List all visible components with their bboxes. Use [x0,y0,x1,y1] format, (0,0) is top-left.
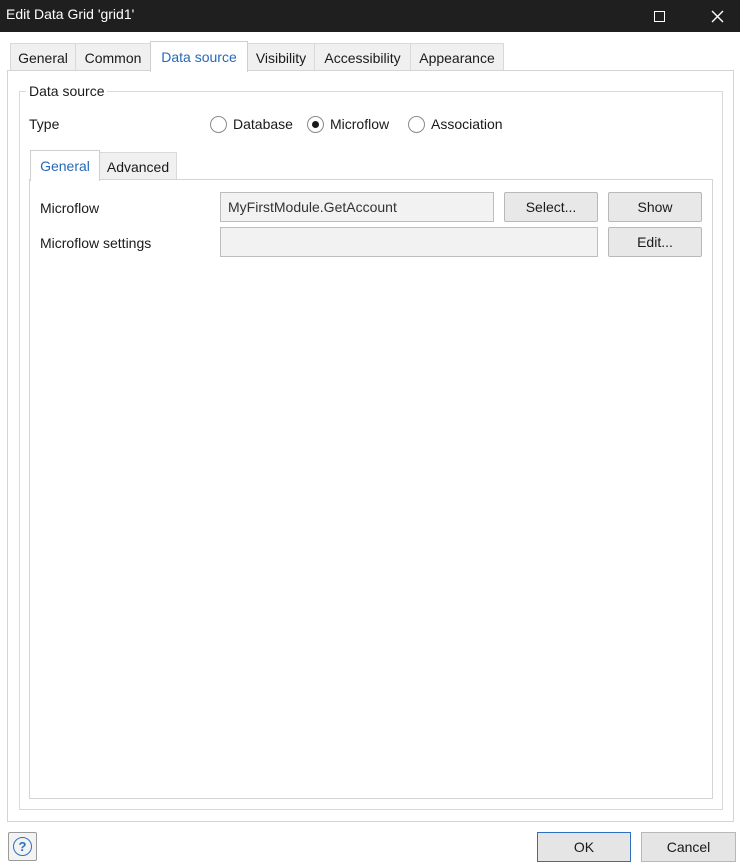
ok-button[interactable]: OK [537,832,631,862]
tab-visibility[interactable]: Visibility [247,43,315,71]
radio-microflow[interactable]: Microflow [307,114,389,134]
close-icon [711,10,724,23]
inner-tab-advanced[interactable]: Advanced [99,152,177,180]
radio-selected-icon [307,116,324,133]
tab-accessibility[interactable]: Accessibility [314,43,411,71]
microflow-label: Microflow [40,200,100,216]
tab-appearance[interactable]: Appearance [410,43,504,71]
radio-database[interactable]: Database [210,114,293,134]
microflow-settings-field[interactable] [220,227,598,257]
radio-circle-icon [408,116,425,133]
tab-general[interactable]: General [10,43,76,71]
tab-common[interactable]: Common [75,43,151,71]
close-button[interactable] [694,0,740,32]
radio-circle-icon [210,116,227,133]
cancel-button[interactable]: Cancel [641,832,736,862]
microflow-settings-label: Microflow settings [40,235,152,251]
maximize-button[interactable] [636,0,682,32]
help-icon: ? [13,837,32,856]
select-microflow-button[interactable]: Select... [504,192,598,222]
radio-association[interactable]: Association [408,114,503,134]
help-button[interactable] [8,832,37,861]
type-label: Type [29,116,60,132]
tab-data-source[interactable]: Data source [150,41,248,72]
show-microflow-button[interactable]: Show [608,192,702,222]
maximize-icon [654,11,665,22]
title-bar [0,0,740,32]
edit-microflow-settings-button[interactable]: Edit... [608,227,702,257]
window-title: Edit Data Grid 'grid1' [6,6,135,22]
microflow-field[interactable]: MyFirstModule.GetAccount [220,192,494,222]
inner-tab-general[interactable]: General [30,150,100,181]
data-source-group-label: Data source [26,83,107,99]
inner-tab-content-panel [29,179,713,799]
